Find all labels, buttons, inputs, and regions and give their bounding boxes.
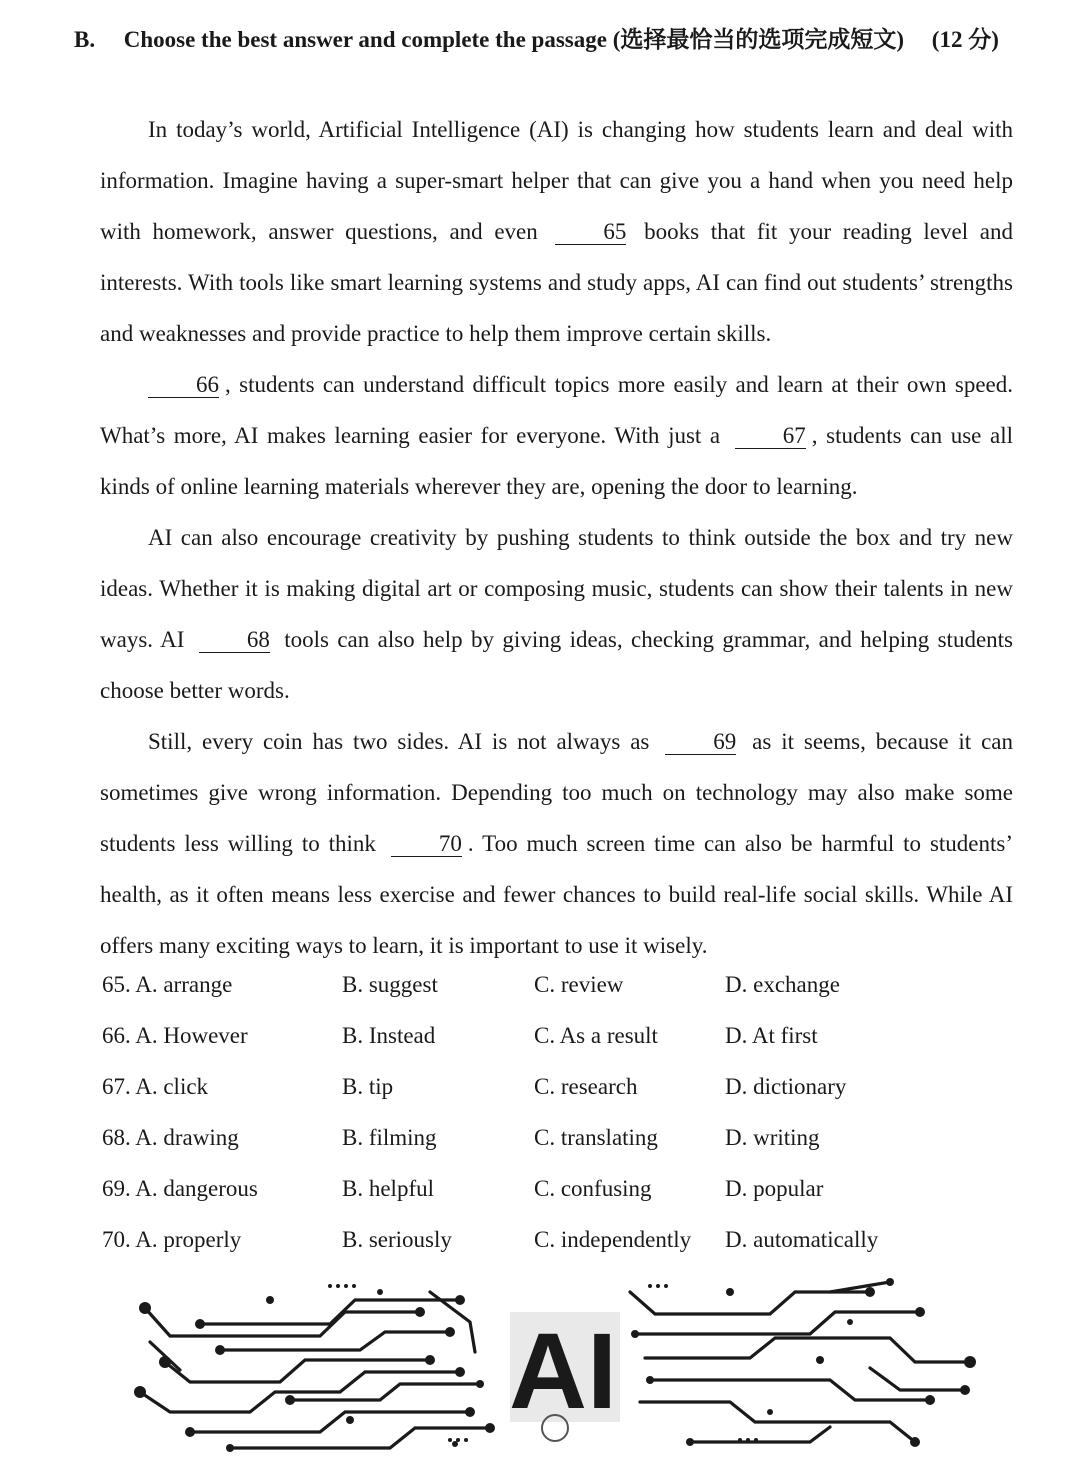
blank-70: 70	[391, 832, 462, 857]
question-70-options	[102, 1221, 1002, 1272]
question-number: 66. A. However	[102, 1023, 248, 1048]
question-65-options	[102, 966, 1002, 1017]
blank-69: 69	[665, 730, 736, 755]
option-c: C. independently	[534, 1227, 692, 1252]
circuit-traces-left	[140, 1292, 490, 1448]
passage-text: as it seems, because it can sometimes give wrong information. Depending too much on technology may also make some students less willing to think	[100, 729, 1014, 856]
passage-paragraph-2	[100, 359, 1013, 512]
option-b: B. Instead	[342, 1023, 436, 1048]
passage-text: AI can also encourage creativity by pushing students to think outside the box and try new ideas. Whether it is making digital art or composing music, students can show their talents in new ways. AI	[100, 525, 1013, 652]
option-d: D. writing	[725, 1125, 820, 1150]
question-number: 70. A. properly	[102, 1227, 242, 1252]
blank-65: 65	[555, 220, 626, 245]
option-b: B. suggest	[342, 972, 438, 997]
option-b: B. filming	[342, 1125, 437, 1150]
passage-paragraph-1	[100, 104, 1013, 359]
question-66-options	[102, 1017, 1002, 1068]
ai-logo-text: AI	[509, 1310, 617, 1431]
option-b: B. tip	[342, 1074, 394, 1099]
option-b: B. seriously	[342, 1227, 452, 1252]
passage	[100, 104, 1013, 971]
passage-text: In today’s world, Artificial Intelligence (AI) is changing how students learn and deal with information. Imagine having a super-smart helper that can give you a hand when you need help with homework, answer questions, and even	[100, 117, 1013, 244]
passage-text: Still, every coin has two sides. AI is not always as	[148, 729, 650, 754]
option-c: C. confusing	[534, 1176, 652, 1201]
passage-paragraph-3	[100, 512, 1013, 716]
question-68-options	[102, 1119, 1002, 1170]
question-67-options	[102, 1068, 1002, 1119]
section-instruction: Choose the best answer and complete the passage (选择最恰当的选项完成短文)	[123, 27, 905, 52]
question-69-options	[102, 1170, 1002, 1221]
question-number: 67. A. click	[102, 1074, 209, 1099]
question-number: 69. A. dangerous	[102, 1176, 258, 1201]
passage-text: , students can use all kinds of online learning materials wherever they are, opening the door to learning.	[100, 423, 1014, 499]
passage-text: books that fit your reading level and interests. With tools like smart learning systems and study apps, AI can find out students’ strengths and weaknesses and provide practice to help them improve certain skills.	[100, 219, 1013, 346]
option-c: C. translating	[534, 1125, 658, 1150]
passage-paragraph-4	[100, 716, 1013, 971]
passage-text: . Too much screen time can also be harmful to students’ health, as it often means less exercise and fewer chances to build real-life social skills. While AI offers many exciting ways to learn, it is important to use it wisely.	[100, 831, 1014, 958]
question-number: 65. A. arrange	[102, 972, 233, 997]
option-d: D. popular	[725, 1176, 824, 1201]
option-b: B. helpful	[342, 1176, 434, 1201]
option-d: D. automatically	[725, 1227, 879, 1252]
question-number: 68. A. drawing	[102, 1125, 239, 1150]
circuit-board-illustration	[130, 1272, 980, 1452]
blank-68: 68	[199, 628, 270, 653]
option-c: C. review	[534, 972, 624, 997]
section-heading	[74, 24, 1054, 56]
circuit-traces-right	[630, 1282, 970, 1442]
blank-66: 66	[148, 373, 219, 398]
answer-options	[102, 966, 1002, 1272]
option-c: C. research	[534, 1074, 638, 1099]
passage-text: tools can also help by giving ideas, checking grammar, and helping students choose better words.	[100, 627, 1013, 703]
section-label: B.	[74, 27, 96, 52]
option-d: D. exchange	[725, 972, 840, 997]
option-c: C. As a result	[534, 1023, 658, 1048]
option-d: D. dictionary	[725, 1074, 847, 1099]
section-points: (12 分)	[931, 27, 999, 52]
option-d: D. At first	[725, 1023, 818, 1048]
passage-text: , students can understand difficult topics more easily and learn at their own speed. What’s more, AI makes learning easier for everyone. With just a	[100, 372, 1013, 448]
blank-67: 67	[735, 424, 806, 449]
